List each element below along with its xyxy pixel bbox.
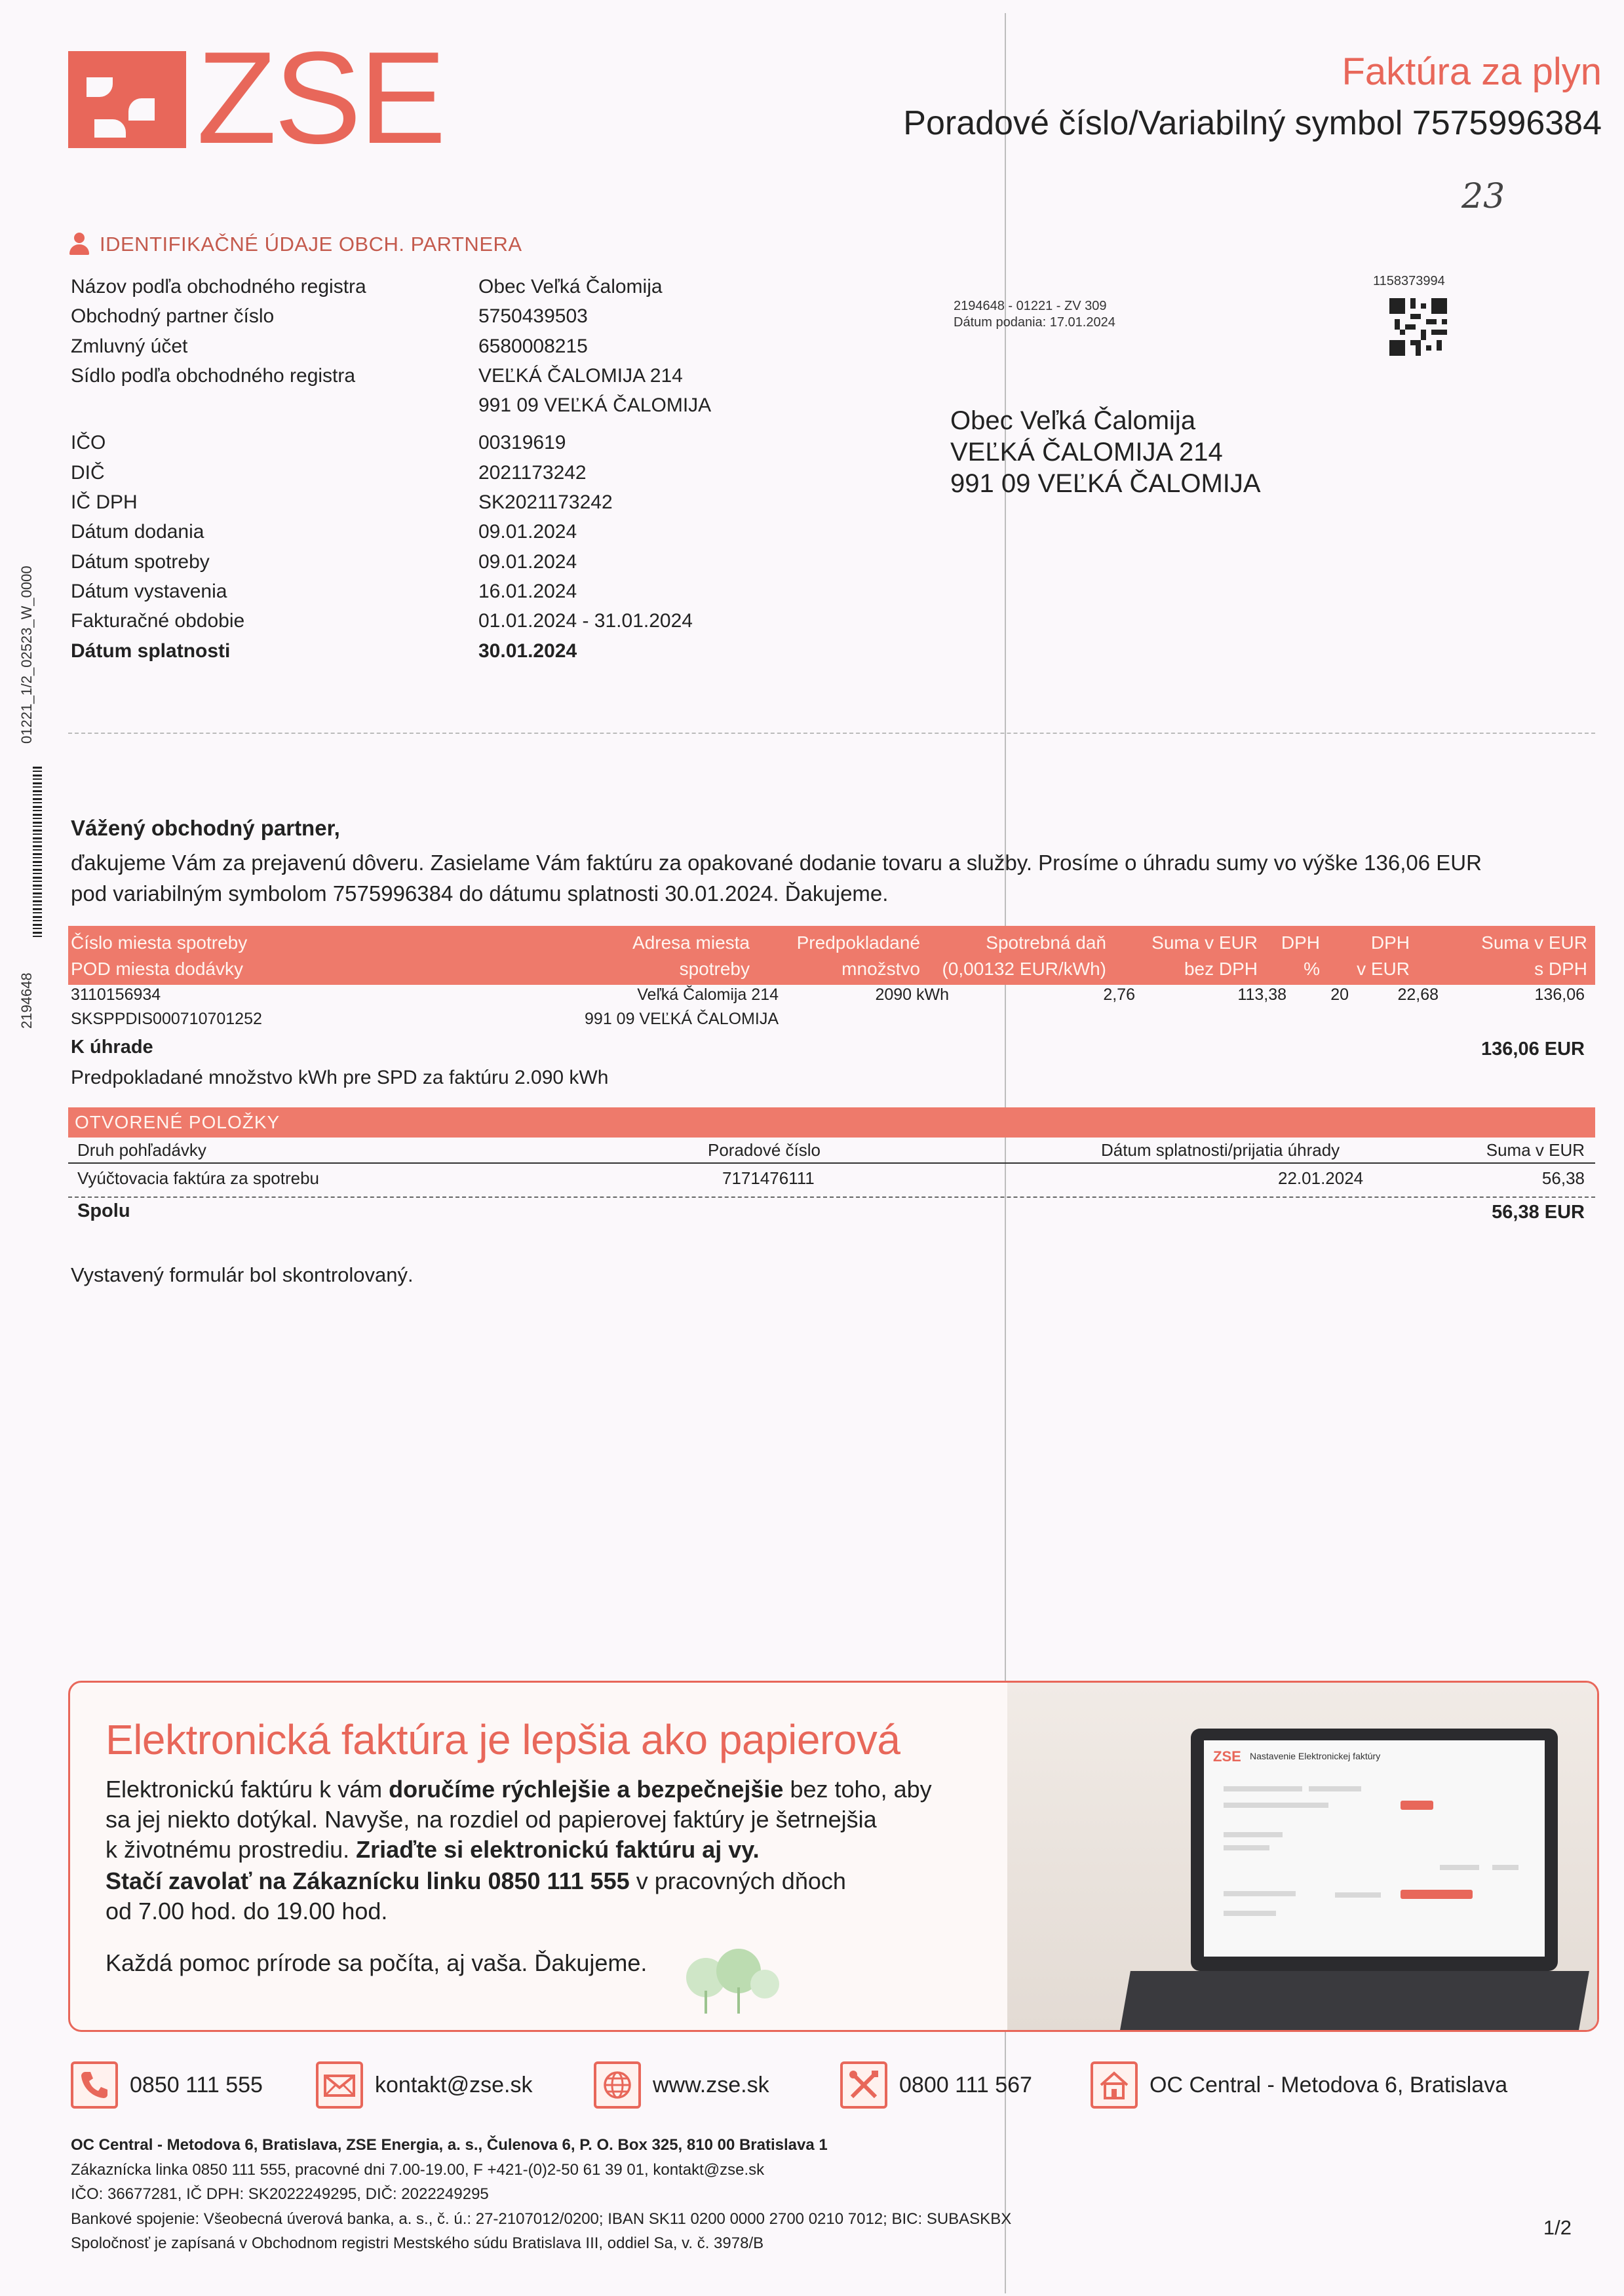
amount-due-value: 136,06 EUR — [1481, 1039, 1585, 1060]
partner-section-title-text: IDENTIFIKAČNÉ ÚDAJE OBCH. PARTNERA — [100, 233, 522, 256]
open-items-band — [68, 1107, 1595, 1138]
partner-value: VEĽKÁ ČALOMIJA 214 — [478, 364, 683, 387]
open-r-date: 22.01.2024 — [1278, 1168, 1364, 1188]
document-number: 1158373994 — [1373, 274, 1445, 288]
zse-logo-text: ZSE — [197, 25, 444, 171]
promo-paragraph-2: Stačí zavolať na Zákaznícku linku 0850 111 555 v pracovných dňoch od 7.00 hod. do 19.00 hod. — [106, 1867, 846, 1924]
side-code-2: 2194648 — [18, 972, 35, 1029]
partner-key — [71, 391, 478, 420]
partner-row — [71, 272, 754, 301]
partner-value: 16.01.2024 — [478, 580, 577, 602]
side-barcode — [33, 767, 42, 937]
partner-details — [71, 272, 754, 666]
footer-line-3: IČO: 36677281, IČ DPH: SK2022249295, DIČ: 2022249295 — [71, 2185, 489, 2203]
partner-row — [71, 458, 754, 488]
partner-row — [71, 332, 754, 361]
side-code: 01221_1/2_02523_W_0000 — [18, 565, 35, 744]
meta-line-2: Dátum podania: 17.01.2024 — [954, 315, 1115, 330]
partner-row — [71, 488, 754, 517]
th-vat-eur: DPH v EUR — [1357, 932, 1410, 979]
trees-icon — [673, 1945, 791, 2017]
handwritten-note: 23 — [1461, 177, 1505, 216]
separator — [68, 733, 1595, 734]
partner-row — [71, 606, 754, 636]
partner-value: 5750439503 — [478, 305, 588, 328]
partner-key: IČ DPH — [71, 491, 138, 514]
partner-value: 01.01.2024 - 31.01.2024 — [478, 610, 693, 632]
partner-row — [71, 301, 754, 331]
th-gross: Suma v EUR s DPH — [1481, 932, 1587, 979]
open-h-number: Poradové číslo — [708, 1140, 821, 1160]
footer-line-2: Zákaznícka linka 0850 111 555, pracovné dni 7.00-19.00, F +421-(0)2-50 61 39 01, kontakt@zse.sk — [71, 2160, 765, 2179]
partner-key: Sídlo podľa obchodného registra — [71, 364, 356, 387]
address-line-2: VEĽKÁ ČALOMIJA 214 — [950, 438, 1223, 467]
billing-table-header — [68, 926, 1595, 985]
open-r-type: Vyúčtovacia faktúra za spotrebu — [77, 1168, 320, 1188]
open-h-amount: Suma v EUR — [1486, 1140, 1585, 1160]
partner-key: Dátum splatnosti — [71, 640, 231, 662]
open-h-type: Druh pohľadávky — [77, 1140, 206, 1160]
partner-key: DIČ — [71, 461, 105, 484]
recipient-address — [950, 405, 1261, 499]
table-cell-place — [71, 983, 262, 1031]
phone-icon — [71, 2061, 118, 2109]
person-icon — [68, 233, 90, 256]
address-line: 991 09 VEĽKÁ ČALOMIJA — [585, 1010, 779, 1028]
open-total-value: 56,38 EUR — [1492, 1202, 1585, 1223]
partner-key: Dátum dodania — [71, 521, 204, 543]
th-address: Adresa miesta spotreby — [632, 932, 750, 979]
partner-key: Zmluvný účet — [71, 335, 188, 357]
contact-web[interactable] — [594, 2057, 769, 2113]
table-cell-vat-eur: 22,68 — [1397, 985, 1439, 1004]
table-cell-quantity: 2090 kWh — [875, 985, 949, 1004]
partner-key: Obchodný partner číslo — [71, 305, 275, 328]
letter-body — [71, 813, 1598, 909]
th-quantity: Predpokladané množstvo — [796, 932, 920, 979]
table-cell-net: 113,38 — [1237, 985, 1286, 1004]
footer-line-4: Bankové spojenie: Všeobecná úverová banka, a. s., č. ú.: 27-2107012/0200; IBAN SK11 0200 0000 2700 0210 7012; BIC: SUBASKBX — [71, 2210, 1012, 2228]
open-items-title: OTVORENÉ POLOŽKY — [75, 1112, 280, 1132]
home-icon — [1091, 2061, 1138, 2109]
open-r-number: 7171476111 — [722, 1168, 815, 1188]
contact-fault-line[interactable] — [840, 2057, 1032, 2113]
amount-due-label: K úhrade — [71, 1037, 153, 1058]
address-line-1: Obec Veľká Čalomija — [950, 406, 1196, 435]
promo-paragraph-3: Každá pomoc prírode sa počíta, aj vaša. Ďakujeme. — [106, 1949, 648, 1976]
partner-key: Fakturačné obdobie — [71, 610, 245, 632]
table-cell-gross: 136,06 — [1534, 985, 1585, 1004]
contact-phone-label: 0850 111 555 — [130, 2072, 263, 2097]
screen-title: Nastavenie Elektronickej faktúry — [1250, 1751, 1381, 1761]
variable-symbol: Poradové číslo/Variabilný symbol 7575996384 — [903, 104, 1602, 142]
contact-phone[interactable] — [71, 2057, 263, 2113]
open-r-amount: 56,38 — [1541, 1168, 1585, 1188]
promo-title: Elektronická faktúra je lepšia ako papierová — [106, 1716, 900, 1763]
partner-value: 09.01.2024 — [478, 521, 577, 543]
screen-logo: ZSE — [1213, 1748, 1241, 1765]
partner-row — [71, 517, 754, 546]
partner-key: Názov podľa obchodného registra — [71, 276, 366, 297]
contact-email-label: kontakt@zse.sk — [375, 2072, 533, 2097]
partner-key: IČO — [71, 432, 106, 454]
e-invoice-promo — [68, 1681, 1599, 2032]
document-title: Faktúra za plyn — [1342, 50, 1602, 93]
envelope-icon — [316, 2061, 363, 2109]
footer-line-5: Spoločnosť je zapísaná v Obchodnom registri Mestského súdu Bratislava III, oddiel Sa, v. č. 3978/B — [71, 2234, 764, 2252]
partner-key: Dátum spotreby — [71, 550, 210, 573]
partner-value: 991 09 VEĽKÁ ČALOMIJA — [478, 394, 712, 417]
partner-row — [71, 391, 754, 420]
th-vat-pct: DPH % — [1281, 932, 1320, 979]
tools-icon — [840, 2061, 887, 2109]
form-checked-note: Vystavený formulár bol skontrolovaný. — [71, 1263, 414, 1286]
promo-paragraph-1: Elektronickú faktúru k vám doručíme rýchlejšie a bezpečnejšie bez toho, aby sa jej niekto dotýkal. Navyše, na rozdiel od papierovej faktúry je šetrnejšia k životnému prostrediu. Zriaďte si elektronickú faktúru aj vy. — [106, 1776, 932, 1863]
table-cell-vat-pct: 20 — [1330, 985, 1349, 1004]
partner-value: 6580008215 — [478, 335, 588, 357]
meta-line-1: 2194648 - 01221 - ZV 309 — [954, 299, 1107, 313]
partner-value: 09.01.2024 — [478, 550, 577, 573]
partner-section-title — [68, 233, 522, 256]
th-net: Suma v EUR bez DPH — [1151, 932, 1258, 979]
partner-value: Obec Veľká Čalomija — [478, 276, 663, 297]
open-header-line — [68, 1162, 1595, 1164]
address-line-3: 991 09 VEĽKÁ ČALOMIJA — [950, 469, 1261, 498]
partner-row — [71, 361, 754, 391]
pod-number: SKSPPDIS000710701252 — [71, 1010, 262, 1028]
open-total-label: Spolu — [77, 1200, 130, 1221]
zse-logo-mark — [68, 51, 186, 148]
table-cell-excise: 2,76 — [1103, 985, 1135, 1004]
contact-fault-label: 0800 111 567 — [899, 2072, 1032, 2097]
place-number: 3110156934 — [71, 985, 161, 1004]
open-h-date: Dátum splatnosti/prijatia úhrady — [1101, 1140, 1340, 1160]
open-total-line — [68, 1196, 1595, 1198]
letter-line-1: ďakujeme Vám za prejavenú dôveru. Zasielame Vám faktúru za opakované dodanie tovaru a služby. Prosíme o úhradu sumy vo výške 136,06 EUR — [71, 851, 1482, 875]
contact-office-label: OC Central - Metodova 6, Bratislava — [1150, 2072, 1508, 2097]
page-number: 1/2 — [1543, 2216, 1572, 2239]
qr-code — [1389, 298, 1447, 356]
expected-quantity-note: Predpokladané množstvo kWh pre SPD za faktúru 2.090 kWh — [71, 1067, 609, 1088]
partner-key: Dátum vystavenia — [71, 580, 227, 602]
submission-meta — [954, 298, 1115, 331]
partner-value: 30.01.2024 — [478, 640, 577, 662]
address-line: Veľká Čalomija 214 — [637, 985, 779, 1004]
laptop-illustration — [1007, 1683, 1597, 2030]
partner-value: 2021173242 — [478, 461, 587, 484]
table-cell-address — [585, 983, 779, 1031]
greeting: Vážený obchodný partner, — [71, 816, 340, 840]
partner-row-due — [71, 636, 754, 666]
th-excise: Spotrebná daň (0,00132 EUR/kWh) — [942, 932, 1106, 979]
partner-row — [71, 547, 754, 577]
footer-line-1: OC Central - Metodova 6, Bratislava, ZSE Energia, a. s., Čulenova 6, P. O. Box 325, 810 00 Bratislava 1 — [71, 2136, 828, 2154]
contact-email[interactable] — [316, 2057, 533, 2113]
contact-office[interactable] — [1091, 2057, 1507, 2113]
footer — [71, 2133, 1011, 2256]
partner-row — [71, 428, 754, 457]
globe-icon — [594, 2061, 641, 2109]
partner-value: SK2021173242 — [478, 491, 613, 514]
contact-web-label: www.zse.sk — [653, 2072, 769, 2097]
letter-line-2: pod variabilným symbolom 7575996384 do dátumu splatnosti 30.01.2024. Ďakujeme. — [71, 881, 889, 906]
partner-row — [71, 577, 754, 606]
th-place: Číslo miesta spotreby POD miesta dodávky — [71, 932, 248, 979]
partner-value: 00319619 — [478, 432, 566, 454]
